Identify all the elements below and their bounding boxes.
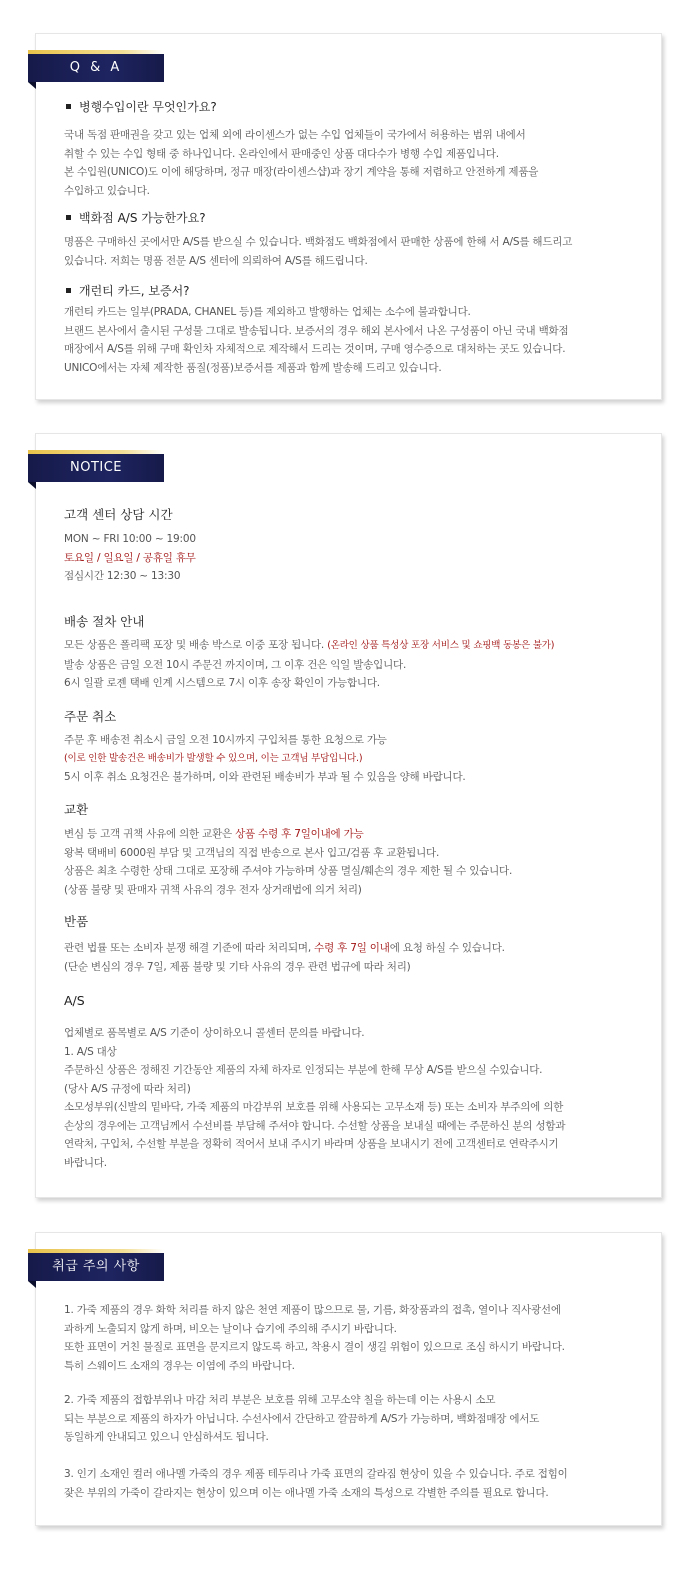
exchange-line: 변심 등 고객 귀책 사유에 의한 교환은 xyxy=(64,828,236,840)
square-bullet-icon xyxy=(66,215,71,220)
return-highlight: 수령 후 7일 이내 xyxy=(314,942,390,954)
care-section xyxy=(35,1232,662,1526)
care-line: 특히 스웨이드 소재의 경우는 이염에 주의 바랍니다. xyxy=(64,1359,295,1372)
qa-item-guarantee-card xyxy=(64,282,633,377)
notice-tab-title: NOTICE xyxy=(28,454,164,482)
cancel-line: 주문 후 배송전 취소시 금일 오전 10시까지 구입처를 통한 요청으로 가능 xyxy=(64,734,387,746)
question-title: 병행수입이란 무엇인가요? xyxy=(79,100,217,114)
qa-tab-title: Q & A xyxy=(28,54,164,82)
question-title: 개런티 카드, 보증서? xyxy=(79,284,190,298)
square-bullet-icon xyxy=(66,104,71,109)
cs-hours: MON ~ FRI 10:00 ~ 19:00 xyxy=(64,533,196,545)
return-line: (단순 변심의 경우 7일, 제품 불량 및 기타 사유의 경우 관련 법규에 따라 처리) xyxy=(64,960,411,973)
cancel-block xyxy=(64,708,633,787)
as-line: 연락처, 구입처, 수선할 부분을 정확히 적어서 보내 주시기 바라며 상품을 보내시기 전에 고객센터로 연락주시기 xyxy=(64,1138,559,1150)
answer-line: 명품은 구매하신 곳에서만 A/S를 받으실 수 있습니다. 백화점도 백화점에서 판매한 상품에 한해 서 A/S를 해드리고 xyxy=(64,236,573,248)
qa-item-department-as xyxy=(64,209,633,270)
cs-closed-days: 토요일 / 일요일 / 공휴일 휴무 xyxy=(64,551,196,564)
answer-line: 수입하고 있습니다. xyxy=(64,184,150,197)
return-title: 반품 xyxy=(64,914,89,929)
delivery-block xyxy=(64,613,633,693)
care-line: 3. 인기 소재인 컬러 애나멜 가죽의 경우 제품 테두리나 가죽 표면의 갈라짐 현상이 있을 수 있습니다. 주로 접힘이 xyxy=(64,1468,568,1480)
delivery-note: (온라인 상품 특성상 포장 서비스 및 쇼핑백 동봉은 불가) xyxy=(327,640,555,651)
delivery-line: 발송 상품은 금일 오전 10시 주문건 까지이며, 그 이후 건은 익일 발송입니다. xyxy=(64,658,407,671)
care-line: 동일하게 안내되고 있으니 안심하셔도 됩니다. xyxy=(64,1431,269,1443)
qa-item-parallel-import xyxy=(64,98,633,200)
care-item-3 xyxy=(64,1465,633,1502)
qa-section xyxy=(35,33,662,400)
as-block xyxy=(64,992,633,1172)
answer-line: 국내 독점 판매권을 갖고 있는 업체 외에 라이센스가 없는 수입 업체들이 국가에서 허용하는 범위 내에서 xyxy=(64,129,526,141)
delivery-line: 모든 상품은 폴리팩 포장 및 배송 박스로 이중 포장 됩니다. xyxy=(64,639,325,651)
as-line: 바랍니다. xyxy=(64,1156,107,1169)
cs-hours-title: 고객 센터 상담 시간 xyxy=(64,507,173,522)
notice-section xyxy=(35,433,662,1198)
as-title: A/S xyxy=(64,993,85,1008)
care-item-1 xyxy=(64,1301,633,1375)
care-tab-title: 취급 주의 사항 xyxy=(28,1253,164,1281)
exchange-line: (상품 불량 및 판매자 귀책 사유의 경우 전자 상거래법에 의거 처리) xyxy=(64,883,362,896)
care-line: 1. 가죽 제품의 경우 화학 처리를 하지 않은 천연 제품이 많으므로 물, 기름, 화장품과의 접촉, 열이나 직사광선에 xyxy=(64,1304,561,1316)
as-line: 1. A/S 대상 xyxy=(64,1045,117,1058)
as-line: 주문하신 상품은 정해진 기간동안 제품의 자체 하자로 인정되는 부분에 한해 무상 A/S를 받으실 수있습니다. xyxy=(64,1064,543,1076)
cs-hours-block xyxy=(64,506,633,586)
exchange-line: 상품은 최초 수령한 상태 그대로 포장해 주셔야 가능하며 상품 멸실/훼손의 경우 제한 될 수 있습니다. xyxy=(64,865,513,877)
care-line: 2. 가죽 제품의 접합부위나 마감 처리 부분은 보호를 위해 고무소약 칠을 하는데 이는 사용시 소모 xyxy=(64,1394,496,1406)
as-line: 업체별로 품목별로 A/S 기준이 상이하오니 콜센터 문의를 바랍니다. xyxy=(64,1027,365,1039)
exchange-line: 왕복 택배비 6000원 부담 및 고객님의 직접 반송으로 본사 입고/검품 후 교환됩니다. xyxy=(64,846,440,859)
as-line: (당사 A/S 규정에 따라 처리) xyxy=(64,1082,191,1095)
answer-line: 매장에서 A/S를 위해 구매 확인차 자체적으로 제작해서 드리는 것이며, 구매 영수증으로 대처하는 곳도 있습니다. xyxy=(64,343,566,355)
cancel-title: 주문 취소 xyxy=(64,709,117,724)
care-item-2 xyxy=(64,1391,633,1447)
answer-line: 브랜드 본사에서 출시된 구성물 그대로 발송됩니다. 보증서의 경우 해외 본사에서 나온 구성품이 아닌 국내 백화점 xyxy=(64,324,569,337)
care-line: 되는 부분으로 제품의 하자가 아닙니다. 수선사에서 간단하고 깔끔하게 A/S가 가능하며, 백화점매장 에서도 xyxy=(64,1412,540,1425)
return-line-end: 에 요청 하실 수 있습니다. xyxy=(389,942,505,954)
delivery-line: 6시 일괄 로젠 택배 인계 시스템으로 7시 이후 송장 확인이 가능합니다. xyxy=(64,677,380,689)
exchange-title: 교환 xyxy=(64,802,89,817)
cancel-line: 5시 이후 취소 요청건은 불가하며, 이와 관련된 배송비가 부과 될 수 있음을 양해 바랍니다. xyxy=(64,771,466,783)
as-line: 손상의 경우에는 고객님께서 수선비를 부담해 주셔야 합니다. 수선할 상품을 보내실 때에는 주문하신 분의 성함과 xyxy=(64,1119,566,1132)
care-line: 잦은 부위의 가죽이 갈라지는 현상이 있으며 이는 애나멜 가죽 소재의 특성으로 각별한 주의를 필요로 합니다. xyxy=(64,1486,549,1499)
cs-lunch-time: 점심시간 12:30 ~ 13:30 xyxy=(64,570,181,582)
care-line: 또한 표면이 거친 물질로 표면을 문지르지 않도록 하고, 착용시 결이 생길 위험이 있으므로 조심 하시기 바랍니다. xyxy=(64,1341,565,1353)
cancel-note: (이로 인한 발송건은 배송비가 발생할 수 있으며, 이는 고객님 부담입니다.) xyxy=(64,752,363,764)
exchange-highlight: 상품 수령 후 7일이내에 가능 xyxy=(235,828,364,840)
answer-line: 있습니다. 저희는 명품 전문 A/S 센터에 의뢰하여 A/S를 해드립니다. xyxy=(64,254,368,267)
question-title: 백화점 A/S 가능한가요? xyxy=(79,211,206,225)
exchange-block xyxy=(64,801,633,899)
answer-line: UNICO에서는 자체 제작한 품질(정품)보증서를 제품과 함께 발송해 드리고 있습니다. xyxy=(64,361,442,374)
answer-line: 개런티 카드는 일부(PRADA, CHANEL 등)를 제외하고 발행하는 업체는 소수에 불과합니다. xyxy=(64,306,471,318)
delivery-title: 배송 절차 안내 xyxy=(64,614,145,629)
return-line: 관련 법률 또는 소비자 분쟁 해결 기준에 따라 처리되며, xyxy=(64,942,315,954)
as-line: 소모성부위(신발의 밑바닥, 가죽 제품의 마감부위 보호를 위해 사용되는 고무소재 등) 또는 소비자 부주의에 의한 xyxy=(64,1101,564,1113)
return-block xyxy=(64,913,633,976)
care-line: 과하게 노출되지 않게 하며, 비오는 날이나 습기에 주의해 주시기 바랍니다. xyxy=(64,1322,397,1335)
answer-line: 취할 수 있는 수입 형태 중 하나입니다. 온라인에서 판매중인 상품 대다수가 병행 수입 제품입니다. xyxy=(64,147,499,160)
square-bullet-icon xyxy=(66,288,71,293)
answer-line: 본 수입원(UNICO)도 이에 해당하며, 정규 매장(라이센스샵)과 장기 계약을 통해 저렴하고 안전하게 제품을 xyxy=(64,166,539,178)
